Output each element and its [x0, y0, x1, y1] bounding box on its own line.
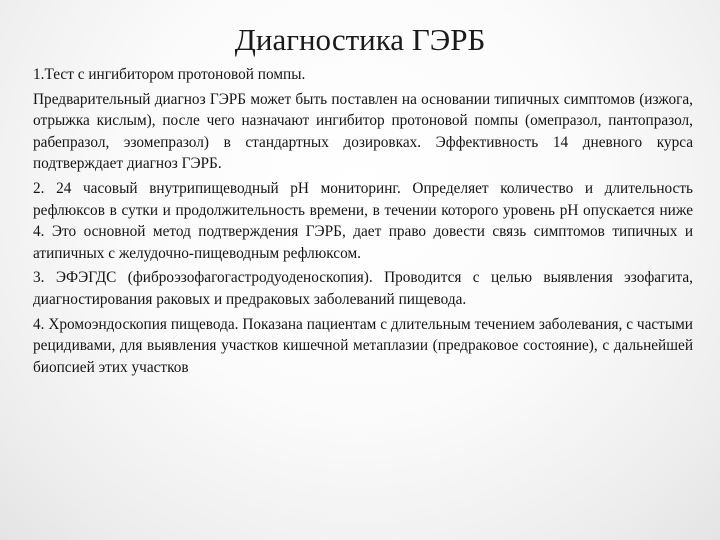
- paragraph-preliminary-diagnosis: Предварительный диагноз ГЭРБ может быть поставлен на основании типичных симптомов (изжога, отрыжка кислым), после чего назначают ингибитор протоновой помпы (омепразол, пантопразол, рабепразол, эзомепразол) в стандартных дозировках. Эффективность 14 дневного курса подтверждает диагноз ГЭРБ.: [33, 90, 693, 173]
- paragraph-test-ppi: 1.Тест с ингибитором протоновой помпы.: [33, 66, 306, 83]
- paragraph-ph-monitoring: 2. 24 часовый внутрипищеводный рН мониторинг. Определяет количество и длительность рефлюксов в сутки и продолжительность времени, в течении которого уровень рН опускается ниже 4. Это основной метод подтверждения ГЭРБ, дает право довести связь симптомов типичных и атипичных с желудочно-пищеводным рефлюксом.: [33, 179, 693, 262]
- paragraph-chromoendoscopy: 4. Хромоэндоскопия пищевода. Показана пациентам с длительным течением заболевания, с частыми рецидивами, для выявления участков кишечной метаплазии (предраковое состояние), с дальнейшей биопсией этих участков: [33, 315, 693, 376]
- slide-title: Диагностика ГЭРБ: [234, 22, 486, 57]
- paragraph-egds: 3. ЭФЭГДС (фиброэзофагогастродуоденоскопия). Проводится с целью выявления эзофагита, диагностирования раковых и предраковых заболеваний пищевода.: [33, 269, 693, 308]
- slide-body: [33, 64, 693, 381]
